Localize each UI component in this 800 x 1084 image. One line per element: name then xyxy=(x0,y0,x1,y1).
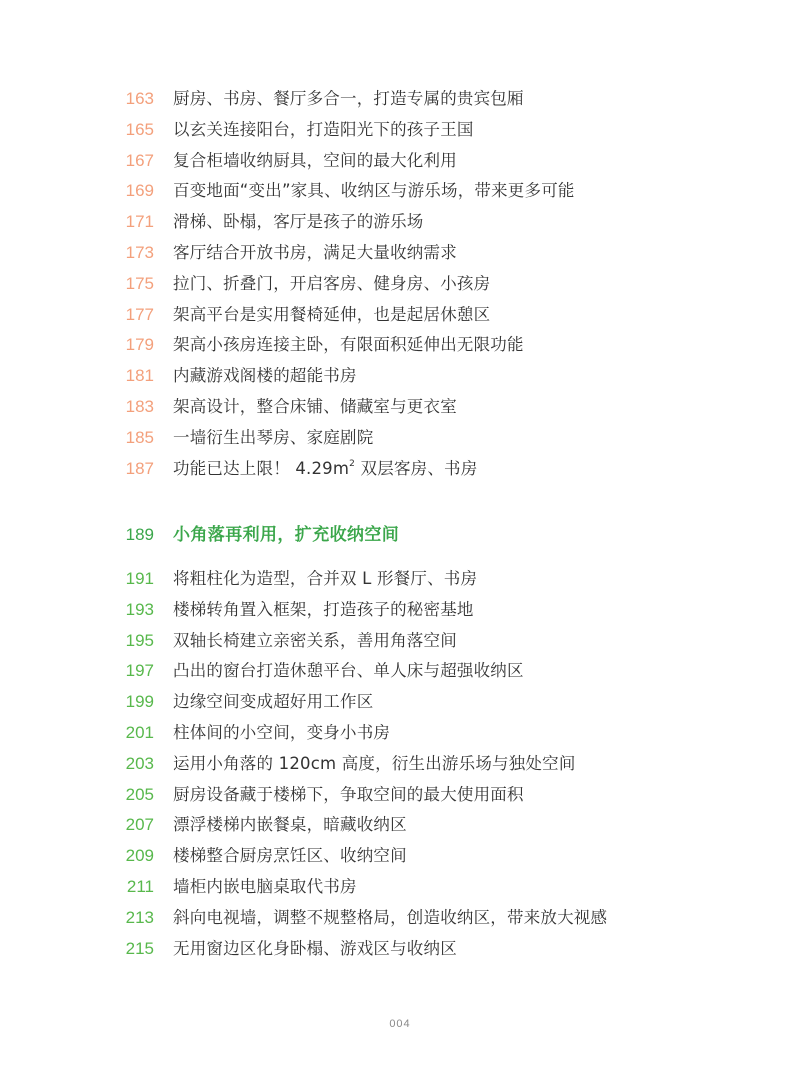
toc-entry-page-number: 203 xyxy=(125,753,154,773)
toc-entry-page-number: 183 xyxy=(125,396,154,416)
toc-entry-page-number: 193 xyxy=(125,599,154,619)
toc-entry-title: 拉门、折叠门，开启客房、健身房、小孩房 xyxy=(173,273,491,293)
toc-entry[interactable] xyxy=(0,749,800,780)
toc-entry[interactable] xyxy=(0,872,800,903)
toc-entry-title: 双轴长椅建立亲密关系，善用角落空间 xyxy=(173,630,457,650)
toc-entry[interactable] xyxy=(0,810,800,841)
toc-entry-page-number: 213 xyxy=(125,907,154,927)
toc-entry-title: 百变地面“变出”家具、收纳区与游乐场，带来更多可能 xyxy=(173,181,575,201)
toc-entry-page-number: 195 xyxy=(125,630,154,650)
toc-entry-page-number: 171 xyxy=(125,212,154,232)
toc-entry-title: 厨房设备藏于楼梯下，争取空间的最大使用面积 xyxy=(173,784,524,804)
toc-entry-title xyxy=(173,454,477,485)
toc-entry[interactable] xyxy=(0,392,800,423)
toc-entry-title: 客厅结合开放书房，满足大量收纳需求 xyxy=(173,242,457,262)
toc-entry-page-number: 165 xyxy=(125,119,154,139)
toc-entry[interactable] xyxy=(0,903,800,934)
toc-entry[interactable] xyxy=(0,454,800,485)
toc-entry-title: 楼梯转角置入框架，打造孩子的秘密基地 xyxy=(173,599,474,619)
toc-entry-page-number: 163 xyxy=(125,89,154,108)
toc-entry-title: 将粗柱化为造型，合并双 L 形餐厅、书房 xyxy=(173,569,478,588)
toc-entry[interactable] xyxy=(0,146,800,177)
toc-entry[interactable] xyxy=(0,423,800,454)
toc-entry[interactable] xyxy=(0,207,800,238)
toc-entry-title: 内藏游戏阁楼的超能书房 xyxy=(173,366,357,386)
toc-entry-title-part: 双层客房、书房 xyxy=(355,458,478,478)
toc-entry[interactable] xyxy=(0,718,800,749)
toc-entry-title: 架高小孩房连接主卧，有限面积延伸出无限功能 xyxy=(173,335,524,355)
page-number: 004 xyxy=(389,1018,411,1030)
toc-entry-title: 复合柜墙收纳厨具，空间的最大化利用 xyxy=(173,150,457,170)
toc-entry-page-number: 167 xyxy=(125,150,154,170)
toc-entry-page-number: 173 xyxy=(125,242,154,262)
toc-entry-title: 无用窗边区化身卧榻、游戏区与收纳区 xyxy=(173,938,457,958)
toc-entry-page-number: 177 xyxy=(125,304,154,324)
toc-entry-title: 墙柜内嵌电脑桌取代书房 xyxy=(173,876,357,896)
toc-entry-page-number: 207 xyxy=(125,815,154,835)
toc-entry-page-number: 197 xyxy=(125,661,154,681)
toc-entry-page-number: 211 xyxy=(126,876,154,896)
toc-entry-page-number: 199 xyxy=(125,692,154,712)
toc-entry-title-part: 功能已达上限！ 4.29m xyxy=(173,458,350,478)
toc-entry[interactable] xyxy=(0,656,800,687)
toc-entry-title: 以玄关连接阳台，打造阳光下的孩子王国 xyxy=(173,119,474,139)
toc-entry[interactable] xyxy=(0,595,800,626)
toc-entry-page-number: 175 xyxy=(125,273,154,293)
toc-section-heading[interactable] xyxy=(0,518,800,552)
toc-entry-page-number: 209 xyxy=(125,846,154,866)
toc-entry-title: 斜向电视墙，调整不规整格局，创造收纳区，带来放大视感 xyxy=(173,907,608,927)
toc-list-part-2 xyxy=(0,564,800,964)
toc-entry-title: 架高平台是实用餐椅延伸，也是起居休憩区 xyxy=(173,304,491,324)
toc-entry[interactable] xyxy=(0,626,800,657)
toc-entry-page-number: 179 xyxy=(125,335,154,355)
toc-entry-page-number: 169 xyxy=(125,181,154,201)
toc-entry-title: 楼梯整合厨房烹饪区、收纳空间 xyxy=(173,846,407,866)
toc-entry-page-number: 201 xyxy=(125,722,154,742)
toc-entry[interactable] xyxy=(0,115,800,146)
toc-entry[interactable] xyxy=(0,841,800,872)
toc-entry[interactable] xyxy=(0,300,800,331)
toc-entry-title: 凸出的窗台打造休憩平台、单人床与超强收纳区 xyxy=(173,661,524,681)
toc-entry[interactable] xyxy=(0,238,800,269)
toc-entry[interactable] xyxy=(0,934,800,965)
toc-entry-page-number: 191 xyxy=(125,569,154,588)
toc-entry[interactable] xyxy=(0,564,800,595)
toc-entry-title: 滑梯、卧榻，客厅是孩子的游乐场 xyxy=(173,212,424,232)
toc-entry[interactable] xyxy=(0,176,800,207)
toc-entry-page-number: 185 xyxy=(125,427,154,447)
toc-entry-title: 柱体间的小空间，变身小书房 xyxy=(173,722,391,742)
toc-entry-page-number: 181 xyxy=(125,366,154,386)
toc-entry-title: 运用小角落的 120cm 高度，衍生出游乐场与独处空间 xyxy=(173,753,576,773)
toc-entry[interactable] xyxy=(0,269,800,300)
superscript-two: 2 xyxy=(349,458,356,469)
toc-entry[interactable] xyxy=(0,780,800,811)
section-title: 小角落再利用，扩充收纳空间 xyxy=(173,525,400,545)
toc-entry[interactable] xyxy=(0,687,800,718)
toc-entry-title: 架高设计，整合床铺、储藏室与更衣室 xyxy=(173,396,457,416)
toc-list-part-1 xyxy=(0,84,800,484)
toc-entry-title: 漂浮楼梯内嵌餐桌，暗藏收纳区 xyxy=(173,815,407,835)
toc-entry-page-number: 215 xyxy=(125,938,154,958)
toc-entry-page-number: 205 xyxy=(125,784,154,804)
toc-entry-page-number: 187 xyxy=(125,458,154,478)
toc-entry-title: 厨房、书房、餐厅多合一，打造专属的贵宾包厢 xyxy=(173,89,524,108)
toc-entry-title: 一墙衍生出琴房、家庭剧院 xyxy=(173,427,374,447)
section-page-number: 189 xyxy=(125,525,154,544)
toc-entry[interactable] xyxy=(0,330,800,361)
toc-entry[interactable] xyxy=(0,84,800,115)
toc-entry[interactable] xyxy=(0,361,800,392)
toc-entry-title: 边缘空间变成超好用工作区 xyxy=(173,692,374,712)
